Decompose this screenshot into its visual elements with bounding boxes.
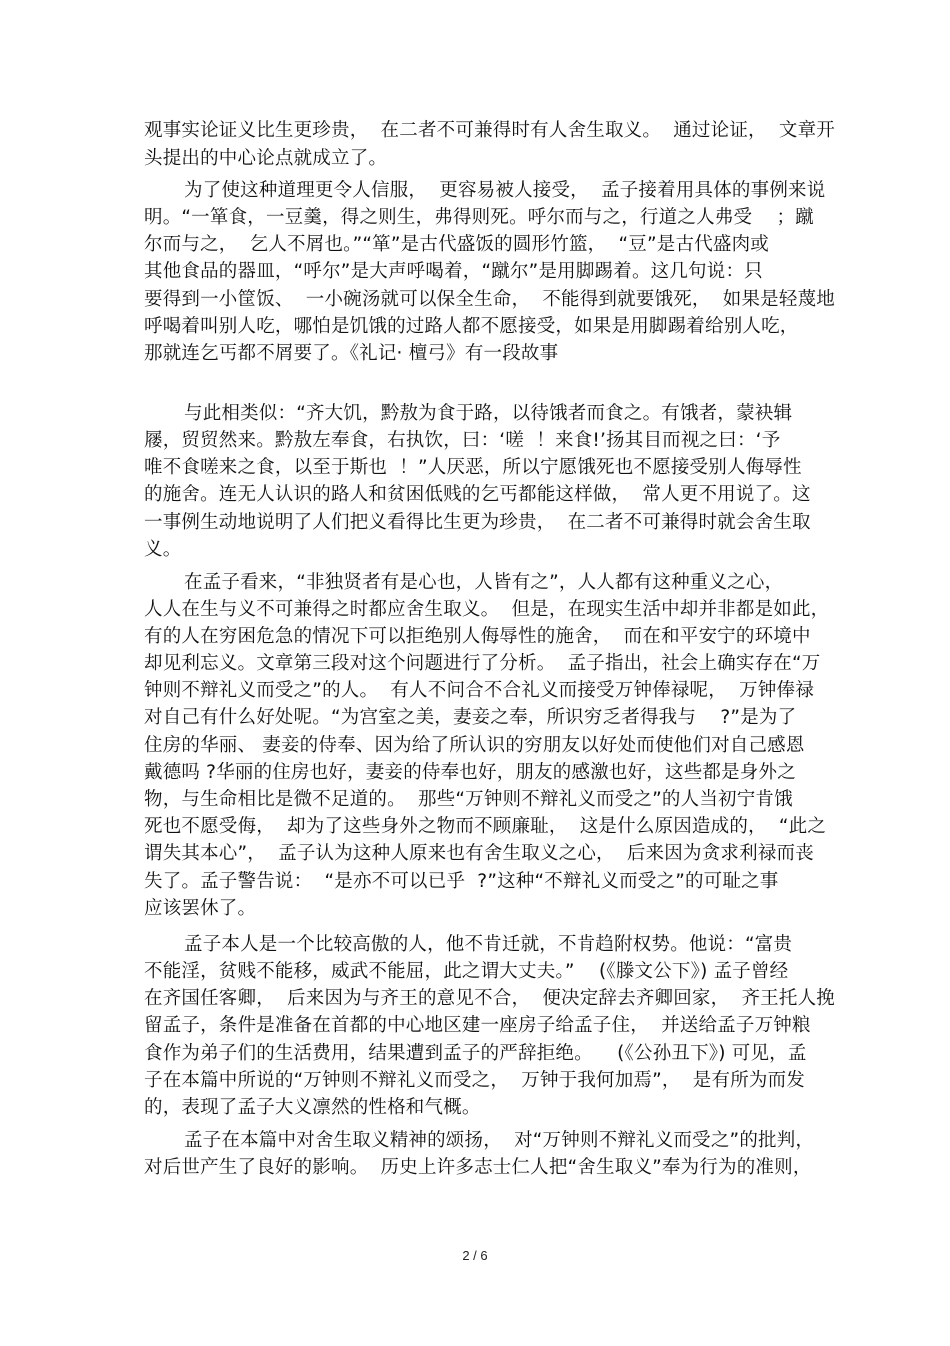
text-line: 钟则不辩礼义而受之”的人。 有人不问合不合礼义而接受万钟俸禄呢， 万钟俸禄 <box>144 680 814 701</box>
text-line: 应该罢休了。 <box>144 898 257 919</box>
text-line: 的，表现了孟子大义凛然的性格和气概。 <box>144 1097 481 1118</box>
text-line: 孟子在本篇中对舍生取义精神的颂扬， 对“万钟则不辩礼义而受之”的批判， <box>184 1130 815 1151</box>
text-line: 为了使这种道理更令人信服， 更容易被人接受， 孟子接着用具体的事例来说 <box>184 180 826 201</box>
text-line: 有的人在穷困危急的情况下可以拒绝别人侮辱性的施舍， 而在和平安宁的环境中 <box>144 626 811 647</box>
text-line: 明。“一箪食，一豆羹，得之则生，弗得则死。呼尔而与之，行道之人弗受 ；蹴 <box>144 207 814 228</box>
text-line: 却见利忘义。文章第三段对这个问题进行了分析。 孟子指出，社会上确实存在“万 <box>144 653 821 674</box>
text-line: 唯不食嗟来之食，以至于斯也 ！”人厌恶，所以宁愿饿死也不愿接受别人侮辱性 <box>144 457 802 478</box>
text-line: 死也不愿受侮， 却为了这些身外之物而不顾廉耻， 这是什么原因造成的， “此之 <box>144 816 827 837</box>
text-line: 人人在生与义不可兼得之时都应舍生取义。 但是，在现实生活中却并非都是如此， <box>144 599 830 620</box>
text-line: 其他食品的器皿，“呼尔”是大声呼喝着，“蹴尔”是用脚踢着。这几句说：只 <box>144 261 763 282</box>
text-line: 在孟子看来，“非独贤者有是心也，人皆有之”，人人都有这种重义之心， <box>184 572 784 593</box>
text-line: 食作为弟子们的生活费用，结果遭到孟子的严辞拒绝。 (《公孙丑下》) 可见，孟 <box>144 1043 807 1064</box>
text-line: 头提出的中心论点就成立了。 <box>144 148 388 169</box>
page-number: 2 / 6 <box>462 1248 488 1263</box>
text-line: 那就连乞丐都不屑要了。《礼记· 檀弓》有一段故事 <box>144 343 559 364</box>
text-line: 屦，贸贸然来。黔敖左奉食，右执饮，曰：‘嗟 ！来食!’扬其目而视之曰：‘予 <box>144 430 781 451</box>
text-line: 对自己有什么好处呢。“为宫室之美，妻妾之奉，所识穷乏者得我与 ?”是为了 <box>144 707 797 728</box>
text-line: 物，与生命相比是微不足道的。 那些“万钟则不辩礼义而受之”的人当初宁肯饿 <box>144 789 793 810</box>
text-line: 与此相类似：“齐大饥，黔敖为食于路，以待饿者而食之。有饿者，蒙袂辑 <box>184 403 793 424</box>
text-line: 要得到一小筐饭、 一小碗汤就可以保全生命， 不能得到就要饿死， 如果是轻蔑地 <box>144 289 835 310</box>
text-line: 一事例生动地说明了人们把义看得比生更为珍贵， 在二者不可兼得时就会舍生取 <box>144 512 811 533</box>
text-line: 的施舍。连无人认识的路人和贫困低贱的乞丐都能这样做， 常人更不用说了。这 <box>144 484 811 505</box>
text-line: 失了。孟子警告说： “是亦不可以已乎 ?”这种“不辩礼义而受之”的可耻之事 <box>144 871 779 892</box>
text-line: 留孟子，条件是准备在首都的中心地区建一座房子给孟子住， 并送给孟子万钟粮 <box>144 1015 811 1036</box>
text-line: 戴德吗 ?华丽的住房也好，妻妾的侍奉也好，朋友的感激也好，这些都是身外之 <box>144 762 796 783</box>
text-line: 住房的华丽、 妻妾的侍奉、因为给了所认识的穷朋友以好处而使他们对自己感恩 <box>144 735 805 756</box>
text-line: 义。 <box>144 539 182 560</box>
text-line: 子在本篇中所说的“万钟则不辩礼义而受之， 万钟于我何加焉”， 是有所为而发 <box>144 1070 805 1091</box>
text-line: 孟子本人是一个比较高傲的人，他不肯迁就，不肯趋附权势。他说：“富贵 <box>184 934 793 955</box>
text-line: 尔而与之， 乞人不屑也。”“箪”是古代盛饭的圆形竹篮， “豆”是古代盛肉或 <box>144 234 769 255</box>
text-line: 对后世产生了良好的影响。 历史上许多志士仁人把“舍生取义”奉为行为的准则， <box>144 1157 812 1178</box>
text-line: 谓失其本心”， 孟子认为这种人原来也有舍生取义之心， 后来因为贪求利禄而丧 <box>144 843 814 864</box>
text-line: 观事实论证义比生更珍贵， 在二者不可兼得时有人舍生取义。 通过论证， 文章开 <box>144 120 835 141</box>
text-line: 在齐国任客卿， 后来因为与齐王的意见不合， 便决定辞去齐卿回家， 齐王托人挽 <box>144 988 835 1009</box>
text-line: 呼喝着叫别人吃，哪怕是饥饿的过路人都不愿接受，如果是用脚踢着给别人吃， <box>144 316 799 337</box>
text-line: 不能淫，贫贱不能移，威武不能屈，此之谓大丈夫。” (《滕文公下》) 孟子曾经 <box>144 961 789 982</box>
